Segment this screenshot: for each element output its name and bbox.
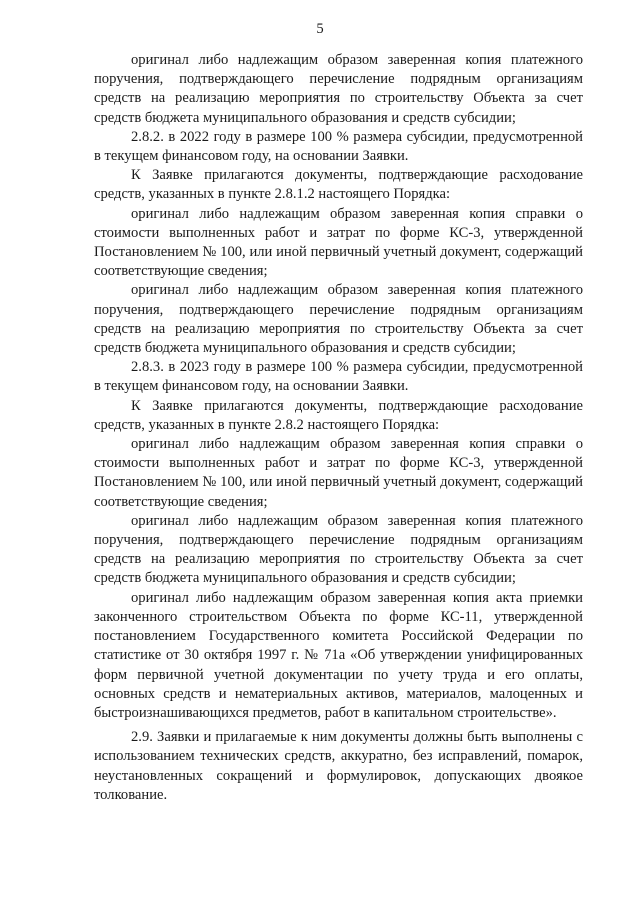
paragraph-2-8-3: 2.8.3. в 2023 году в размере 100 % размера субсидии, предусмотренной в текущем финансовом году, на основании Заявки. [94, 359, 583, 395]
paragraph-payment-order-copy-1: оригинал либо надлежащим образом заверенная копия платежного поручения, подтверждающего перечисление подрядным организациям средств на реализацию мероприятия по строительству Объекта за счет средств бюджета муниципального образования и средств субсидии; [94, 52, 583, 126]
paragraph-2-9-requirements: 2.9. Заявки и прилагаемые к ним документы должны быть выполнены с использованием технических средств, аккуратно, без исправлений, помарок, неустановленных сокращений и формулировок, допускающих двоякое толкование. [94, 729, 583, 803]
paragraph-payment-order-copy-3: оригинал либо надлежащим образом заверенная копия платежного поручения, подтверждающего перечисление подрядным организациям средств на реализацию мероприятия по строительству Объекта за счет средств бюджета муниципального образования и средств субсидии; [94, 512, 583, 587]
paragraph-ks3-certificate-copy-2: оригинал либо надлежащим образом заверенная копия справки о стоимости выполненных работ и затрат по форме КС-3, утвержденной Постановлением № 100, или иной первичный учетный документ, содержащий соответствующие сведения; [94, 436, 583, 510]
document-body [94, 51, 583, 805]
paragraph-ks11-acceptance-act-copy: оригинал либо надлежащим образом заверенная копия акта приемки законченного строительством Объекта по форме КС-11, утвержденной постановлением Государственного комитета Российской Федерации по статистике от 30 октября 1997 г. № 71а «Об утверждении унифицированных форм первичной учетной документации по учету труда и его оплаты, основных средств и нематериальных активов, материалов, малоценных и быстроизнашивающихся предметов, работ в капитальном строительстве». [94, 589, 583, 721]
paragraph-attachments-2-8-2: К Заявке прилагаются документы, подтверждающие расходование средств, указанных в пункте 2.8.2 настоящего Порядка: [94, 397, 583, 433]
paragraph-payment-order-copy-2: оригинал либо надлежащим образом заверенная копия платежного поручения, подтверждающего перечисление подрядным организациям средств на реализацию мероприятия по строительству Объекта за счет средств бюджета муниципального образования и средств субсидии; [94, 282, 583, 357]
page-number: 5 [316, 21, 324, 37]
paragraph-ks3-certificate-copy-1: оригинал либо надлежащим образом заверенная копия справки о стоимости выполненных работ и затрат по форме КС-3, утвержденной Постановлением № 100, или иной первичный учетный документ, содержащий соответствующие сведения; [94, 205, 583, 280]
paragraph-attachments-2-8-1-2: К Заявке прилагаются документы, подтверждающие расходование средств, указанных в пункте 2.8.1.2 настоящего Порядка: [94, 167, 583, 203]
paragraph-2-8-2: 2.8.2. в 2022 году в размере 100 % размера субсидии, предусмотренной в текущем финансовом году, на основании Заявки. [94, 128, 583, 165]
